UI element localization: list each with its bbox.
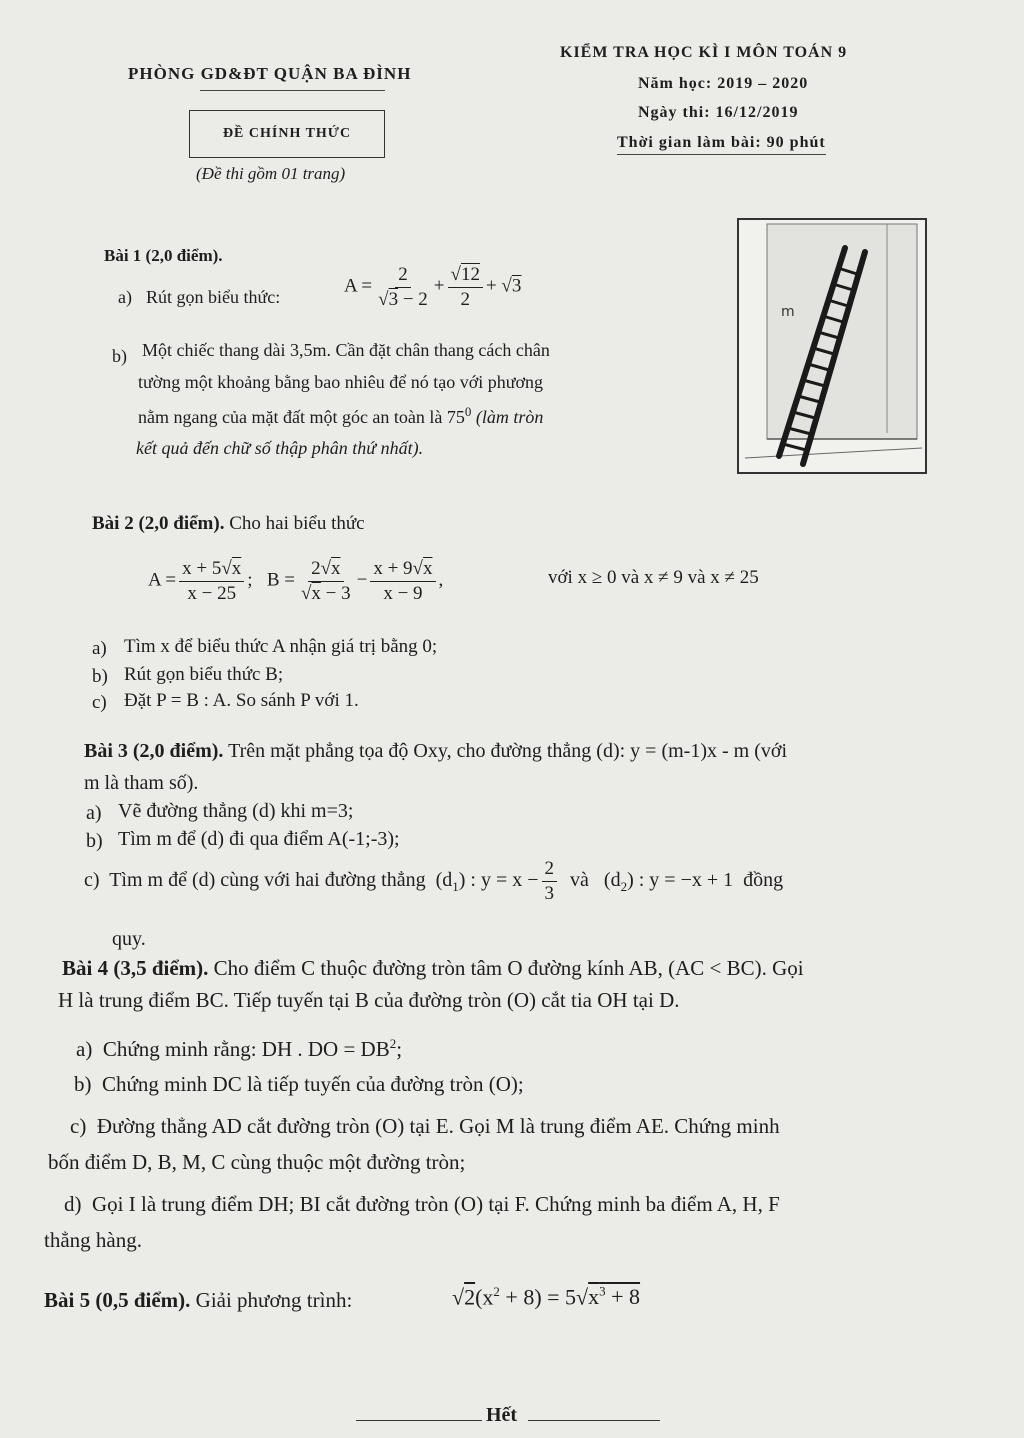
bai2c-text: Đặt P = B : A. So sánh P với 1. xyxy=(124,690,359,711)
bai4-heading: Bài 4 (3,5 điểm). xyxy=(62,956,209,980)
bai1a-formula: A = $\frac{2}{√3 - 2}$ + $\frac{√12}{2}$ + √3 xyxy=(344,264,522,310)
department-underline xyxy=(200,90,385,91)
bai4-intro-line1 xyxy=(62,956,804,981)
bai5-heading: Bài 5 (0,5 điểm). xyxy=(44,1288,191,1312)
bai2a-label: a) xyxy=(92,638,107,659)
bai3c-line: c) Tìm m để (d) cùng với hai đường thẳng $(d_1)$ : y = x − $\frac{2}{3}$ và $(d_2)$ : y = −x + 1 đồng xyxy=(84,858,784,904)
footer-line-right xyxy=(528,1420,660,1421)
bai3b-text: Tìm m để (d) đi qua điểm A(-1;-3); xyxy=(118,828,400,850)
official-label: ĐỀ CHÍNH THỨC xyxy=(189,110,385,158)
bai4d-text2: thẳng hàng. xyxy=(44,1228,142,1252)
bai2-formula: A = $\frac{x + 5√x}{x - 25}$ ; B = $\frac{2√x}{√x - 3}$ − $\frac{x + 9√x}{x - 9}$ , xyxy=(148,558,444,604)
bai3a-text: Vẽ đường thẳng (d) khi m=3; xyxy=(118,800,354,822)
bai3c-and: và xyxy=(570,868,589,891)
bai1b-line2: tường một khoảng bằng bao nhiêu để nó tạo với phương xyxy=(138,372,544,392)
bai1b-line1: Một chiếc thang dài 3,5m. Cần đặt chân thang cách chân xyxy=(142,340,550,360)
bai3c-end: đồng xyxy=(743,868,784,891)
bai4a-line xyxy=(76,1036,402,1062)
bai5-equation: $√2(x^2 + 8) = 5√x^3 + 8$ xyxy=(452,1284,641,1310)
exam-date: Ngày thi: 16/12/2019 xyxy=(638,104,799,121)
bai5-text: Giải phương trình: xyxy=(195,1288,353,1312)
bai3c-label: c) xyxy=(84,868,100,891)
bai1b-label: b) xyxy=(112,346,127,366)
bai4b-text: Chứng minh DC là tiếp tuyến của đường tròn (O); xyxy=(102,1072,524,1096)
bai4b-line xyxy=(74,1072,524,1097)
bai2-heading: Bài 2 (2,0 điểm). xyxy=(92,513,225,534)
bai2a-text: Tìm x để biểu thức A nhận giá trị bằng 0; xyxy=(124,636,438,657)
footer-end: Hết xyxy=(486,1404,518,1426)
bai1b-line4: kết quả đến chữ số thập phân thứ nhất). xyxy=(136,438,424,458)
school-year: Năm học: 2019 – 2020 xyxy=(638,75,809,92)
bai4c-text1: Đường thẳng AD cắt đường tròn (O) tại E. Gọi M là trung điểm AE. Chứng minh xyxy=(96,1114,780,1138)
svg-text:m: m xyxy=(781,304,795,320)
bai4a-sup: 2 xyxy=(389,1036,397,1051)
bai2-condition: với x ≥ 0 và x ≠ 9 và x ≠ 25 xyxy=(548,567,759,588)
duration: Thời gian làm bài: 90 phút xyxy=(617,134,826,155)
bai2c-label: c) xyxy=(92,692,107,713)
bai3b-label: b) xyxy=(86,830,103,852)
bai4b-label: b) xyxy=(74,1072,92,1096)
bai3c-start: Tìm m để (d) cùng với hai đường thẳng xyxy=(109,868,426,891)
bai4d-line1 xyxy=(64,1192,780,1217)
bai3-intro2: m là tham số). xyxy=(84,772,199,794)
bai1b-line3 xyxy=(138,404,543,428)
bai4c-text2: bốn điểm D, B, M, C cùng thuộc một đường tròn; xyxy=(48,1150,466,1174)
bai2b-label: b) xyxy=(92,666,108,687)
bai2-intro-line xyxy=(92,513,365,535)
bai1a-text: Rút gọn biểu thức: xyxy=(146,287,281,307)
ladder-illustration xyxy=(737,218,927,474)
bai3-heading: Bài 3 (2,0 điểm). xyxy=(84,740,224,762)
bai4d-label: d) xyxy=(64,1192,82,1216)
bai2-intro: Cho hai biểu thức xyxy=(229,513,365,534)
bai4a-label: a) xyxy=(76,1037,93,1061)
bai4a-end: ; xyxy=(396,1037,403,1061)
bai1-heading: Bài 1 (2,0 điểm). xyxy=(104,246,223,265)
bai4d-text1: Gọi I là trung điểm DH; BI cắt đường tròn (O) tại F. Chứng minh ba điểm A, H, F xyxy=(92,1192,780,1216)
degree-sup: 0 xyxy=(464,404,472,419)
department: PHÒNG GD&ĐT QUẬN BA ĐÌNH xyxy=(128,64,412,83)
bai1b-line3a: nằm ngang của mặt đất một góc an toàn là 75 xyxy=(138,407,465,427)
bai1b-line3b: (làm tròn xyxy=(475,407,544,427)
bai5-line xyxy=(44,1288,352,1313)
bai2b-text: Rút gọn biểu thức B; xyxy=(124,664,284,685)
bai4c-line1 xyxy=(70,1114,780,1139)
exam-title: KIỂM TRA HỌC KÌ I MÔN TOÁN 9 xyxy=(560,44,848,61)
bai3c-cont: quy. xyxy=(112,928,146,950)
bai4c-label: c) xyxy=(70,1114,87,1138)
bai3-intro1: Trên mặt phẳng tọa độ Oxy, cho đường thẳng (d): y = (m-1)x - m (với xyxy=(228,740,788,762)
bai3-intro-line1 xyxy=(84,740,787,763)
bai4-intro1: Cho điểm C thuộc đường tròn tâm O đường kính AB, (AC < BC). Gọi xyxy=(213,956,804,980)
pages-note: (Đề thi gồm 01 trang) xyxy=(196,164,346,183)
footer-line-left xyxy=(356,1420,482,1421)
bai4a-text: Chứng minh rằng: DH . DO = DB xyxy=(102,1037,390,1061)
bai3a-label: a) xyxy=(86,802,102,824)
bai1a-label: a) xyxy=(118,287,132,307)
bai4-intro2: H là trung điểm BC. Tiếp tuyến tại B của đường tròn (O) cắt tia OH tại D. xyxy=(58,988,680,1012)
